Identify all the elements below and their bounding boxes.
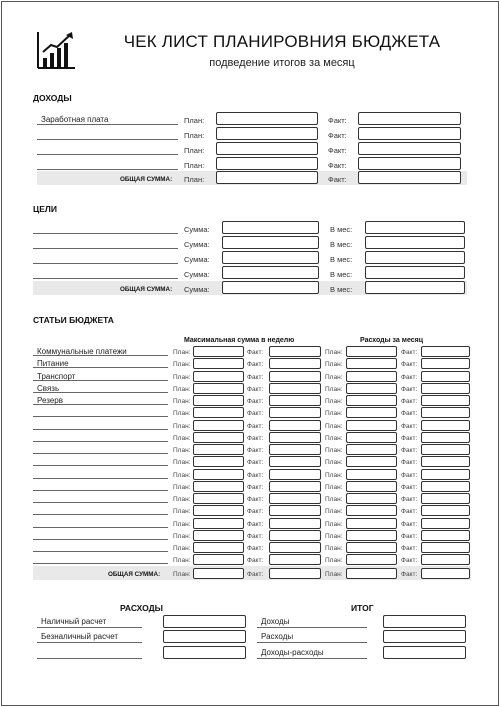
- expense-row-line: [37, 658, 142, 659]
- fact-label: Факт:: [401, 533, 418, 540]
- plan-label: План:: [173, 410, 191, 417]
- income-plan-field[interactable]: [216, 112, 318, 125]
- monthly-plan-field[interactable]: [346, 432, 397, 443]
- fact-label: Факт:: [247, 361, 264, 368]
- month-label: В мес:: [330, 255, 353, 264]
- monthly-plan-field[interactable]: [346, 493, 397, 504]
- summary-row-line: [257, 627, 367, 628]
- fact-label: Факт:: [247, 423, 264, 430]
- sum-label: Сумма:: [184, 270, 210, 279]
- fact-label: Факт:: [247, 484, 264, 491]
- plan-label: План:: [173, 447, 191, 454]
- income-section-title: ДОХОДЫ: [33, 93, 72, 103]
- weekly-fact-field[interactable]: [269, 456, 321, 467]
- weekly-fact-field[interactable]: [269, 371, 321, 382]
- income-row-line: [37, 154, 178, 155]
- weekly-plan-field[interactable]: [193, 444, 244, 455]
- plan-label: План:: [325, 571, 343, 578]
- fact-label: Факт:: [401, 496, 418, 503]
- weekly-plan-field[interactable]: [193, 395, 244, 406]
- goal-month-field[interactable]: [365, 236, 465, 249]
- income-row-line: [37, 139, 178, 140]
- weekly-max-column-header: Максимальная сумма в неделю: [184, 337, 295, 344]
- income-total-fact-field[interactable]: [358, 171, 461, 184]
- goal-sum-field[interactable]: [222, 221, 319, 234]
- fact-label: Факт:: [401, 349, 418, 356]
- fact-label: Факт:: [401, 472, 418, 479]
- page-title: ЧЕК ЛИСТ ПЛАНИРОВНИЯ БЮДЖЕТА: [123, 32, 441, 51]
- income-total-plan-field[interactable]: [216, 171, 318, 184]
- fact-label: Факт:: [247, 374, 264, 381]
- fact-label: Факт:: [247, 472, 264, 479]
- plan-label: План:: [173, 472, 191, 479]
- month-label: В мес:: [330, 285, 353, 294]
- monthly-plan-field[interactable]: [346, 469, 397, 480]
- weekly-fact-field[interactable]: [269, 420, 321, 431]
- expense-amount-field[interactable]: [163, 615, 246, 628]
- weekly-plan-field[interactable]: [193, 518, 244, 529]
- monthly-fact-field[interactable]: [421, 493, 470, 504]
- plan-label: План:: [325, 410, 343, 417]
- plan-label: План:: [325, 435, 343, 442]
- weekly-plan-field[interactable]: [193, 432, 244, 443]
- summary-amount-field[interactable]: [383, 630, 466, 643]
- fact-label: Факт:: [401, 410, 418, 417]
- fact-label: Факт:: [247, 545, 264, 552]
- summary-row-line: [257, 658, 367, 659]
- fact-label: Факт:: [401, 435, 418, 442]
- weekly-plan-field[interactable]: [193, 346, 244, 357]
- goal-sum-field[interactable]: [222, 251, 319, 264]
- budget-row-line: [33, 502, 168, 503]
- plan-label: План:: [173, 508, 191, 515]
- monthly-fact-field[interactable]: [421, 358, 470, 369]
- monthly-fact-field[interactable]: [421, 420, 470, 431]
- plan-label: План:: [325, 545, 343, 552]
- fact-label: Факт:: [401, 423, 418, 430]
- fact-label: Факт:: [247, 521, 264, 528]
- plan-label: План:: [173, 398, 191, 405]
- monthly-fact-field[interactable]: [421, 469, 470, 480]
- fact-label: Факт:: [247, 533, 264, 540]
- sum-label: Сумма:: [184, 225, 210, 234]
- goal-row-line: [33, 278, 178, 279]
- weekly-plan-field[interactable]: [193, 530, 244, 541]
- fact-label: Факт:: [328, 161, 347, 170]
- weekly-fact-field[interactable]: [269, 358, 321, 369]
- plan-label: План:: [173, 374, 191, 381]
- plan-label: План:: [173, 571, 191, 578]
- income-fact-field[interactable]: [358, 142, 461, 155]
- monthly-plan-field[interactable]: [346, 481, 397, 492]
- plan-label: План:: [325, 349, 343, 356]
- fact-label: Факт:: [247, 349, 264, 356]
- fact-label: Факт:: [401, 521, 418, 528]
- sum-label: Сумма:: [184, 240, 210, 249]
- plan-label: План:: [325, 496, 343, 503]
- fact-label: Факт:: [247, 435, 264, 442]
- plan-label: План:: [173, 557, 191, 564]
- budget-total-weekly-plan-field[interactable]: [193, 568, 244, 579]
- fact-label: Факт:: [401, 557, 418, 564]
- summary-section-title: ИТОГ: [351, 603, 374, 613]
- goals-section-title: ЦЕЛИ: [33, 204, 57, 214]
- fact-label: Факт:: [328, 146, 347, 155]
- weekly-fact-field[interactable]: [269, 542, 321, 553]
- monthly-plan-field[interactable]: [346, 420, 397, 431]
- plan-label: План:: [325, 423, 343, 430]
- plan-label: План:: [173, 435, 191, 442]
- plan-label: План:: [184, 146, 205, 155]
- goal-row-line: [33, 263, 178, 264]
- income-row-line: [37, 124, 178, 125]
- income-fact-field[interactable]: [358, 112, 461, 125]
- income-total-label: ОБЩАЯ СУММА:: [120, 176, 173, 183]
- monthly-fact-field[interactable]: [421, 481, 470, 492]
- weekly-fact-field[interactable]: [269, 383, 321, 394]
- plan-label: План:: [184, 175, 205, 184]
- fact-label: Факт:: [401, 386, 418, 393]
- budget-total-weekly-fact-field[interactable]: [269, 568, 321, 579]
- monthly-expenses-column-header: Расходы за месяц: [360, 337, 424, 344]
- weekly-fact-field[interactable]: [269, 469, 321, 480]
- monthly-fact-field[interactable]: [421, 371, 470, 382]
- monthly-plan-field[interactable]: [346, 371, 397, 382]
- fact-label: Факт:: [247, 508, 264, 515]
- monthly-fact-field[interactable]: [421, 554, 470, 565]
- expenses-section-title: РАСХОДЫ: [120, 603, 163, 613]
- budget-row-line: [33, 441, 168, 442]
- fact-label: Факт:: [401, 508, 418, 515]
- fact-label: Факт:: [328, 131, 347, 140]
- plan-label: План:: [325, 447, 343, 454]
- budget-total-label: ОБЩАЯ СУММА:: [108, 571, 161, 578]
- weekly-plan-field[interactable]: [193, 371, 244, 382]
- goal-row-line: [33, 248, 178, 249]
- plan-label: План:: [173, 423, 191, 430]
- budget-checklist-page: [1, 1, 499, 706]
- fact-label: Факт:: [247, 459, 264, 466]
- summary-row-label: Расходы: [261, 632, 294, 641]
- plan-label: План:: [325, 521, 343, 528]
- weekly-fact-field[interactable]: [269, 481, 321, 492]
- weekly-plan-field[interactable]: [193, 505, 244, 516]
- income-fact-field[interactable]: [358, 127, 461, 140]
- fact-label: Факт:: [247, 447, 264, 454]
- monthly-plan-field[interactable]: [346, 518, 397, 529]
- monthly-plan-field[interactable]: [346, 395, 397, 406]
- fact-label: Факт:: [401, 459, 418, 466]
- income-row-line: [37, 169, 178, 170]
- goal-month-field[interactable]: [365, 266, 465, 279]
- weekly-fact-field[interactable]: [269, 395, 321, 406]
- page-subtitle: подведение итогов за месяц: [209, 57, 355, 69]
- budget-items-section-title: СТАТЬИ БЮДЖЕТА: [33, 315, 114, 325]
- growth-chart-icon: [36, 30, 76, 70]
- fact-label: Факт:: [328, 175, 347, 184]
- plan-label: План:: [325, 386, 343, 393]
- budget-row-label: Питание: [37, 359, 69, 368]
- budget-total-monthly-plan-field[interactable]: [346, 568, 397, 579]
- plan-label: План:: [325, 484, 343, 491]
- fact-label: Факт:: [328, 116, 347, 125]
- plan-label: План:: [325, 374, 343, 381]
- fact-label: Факт:: [247, 557, 264, 564]
- fact-label: Факт:: [401, 484, 418, 491]
- fact-label: Факт:: [247, 571, 264, 578]
- fact-label: Факт:: [401, 545, 418, 552]
- monthly-fact-field[interactable]: [421, 542, 470, 553]
- weekly-fact-field[interactable]: [269, 518, 321, 529]
- budget-row-line: [33, 453, 168, 454]
- monthly-fact-field[interactable]: [421, 444, 470, 455]
- budget-row-line: [33, 539, 168, 540]
- plan-label: План:: [173, 484, 191, 491]
- weekly-plan-field[interactable]: [193, 542, 244, 553]
- fact-label: Факт:: [247, 386, 264, 393]
- plan-label: План:: [173, 386, 191, 393]
- weekly-fact-field[interactable]: [269, 493, 321, 504]
- plan-label: План:: [325, 508, 343, 515]
- weekly-fact-field[interactable]: [269, 432, 321, 443]
- budget-row-line: [33, 551, 168, 552]
- budget-row-line: [33, 527, 168, 528]
- weekly-plan-field[interactable]: [193, 456, 244, 467]
- monthly-plan-field[interactable]: [346, 346, 397, 357]
- expense-row-line: [37, 627, 142, 628]
- expense-row-line: [37, 642, 142, 643]
- weekly-fact-field[interactable]: [269, 407, 321, 418]
- monthly-plan-field[interactable]: [346, 358, 397, 369]
- plan-label: План:: [325, 557, 343, 564]
- expense-row-label: Наличный расчет: [41, 617, 107, 626]
- budget-row-label: Резерв: [37, 396, 63, 405]
- goals-total-label: ОБЩАЯ СУММА:: [120, 286, 173, 293]
- goals-total-month-field[interactable]: [365, 281, 465, 294]
- income-plan-field[interactable]: [216, 127, 318, 140]
- monthly-fact-field[interactable]: [421, 456, 470, 467]
- weekly-fact-field[interactable]: [269, 554, 321, 565]
- summary-row-label: Доходы: [261, 617, 290, 626]
- weekly-fact-field[interactable]: [269, 444, 321, 455]
- monthly-fact-field[interactable]: [421, 395, 470, 406]
- summary-amount-field[interactable]: [383, 615, 466, 628]
- summary-row-line: [257, 642, 367, 643]
- fact-label: Факт:: [247, 410, 264, 417]
- income-plan-field[interactable]: [216, 142, 318, 155]
- weekly-plan-field[interactable]: [193, 554, 244, 565]
- monthly-plan-field[interactable]: [346, 407, 397, 418]
- monthly-fact-field[interactable]: [421, 530, 470, 541]
- sum-label: Сумма:: [184, 285, 210, 294]
- weekly-fact-field[interactable]: [269, 530, 321, 541]
- goal-sum-field[interactable]: [222, 236, 319, 249]
- monthly-plan-field[interactable]: [346, 444, 397, 455]
- month-label: В мес:: [330, 225, 353, 234]
- goal-month-field[interactable]: [365, 251, 465, 264]
- income-plan-field[interactable]: [216, 157, 318, 170]
- weekly-plan-field[interactable]: [193, 493, 244, 504]
- budget-row-line: [33, 563, 168, 564]
- budget-row-label: Транспорт: [37, 372, 76, 381]
- plan-label: План:: [325, 459, 343, 466]
- monthly-plan-field[interactable]: [346, 554, 397, 565]
- plan-label: План:: [173, 349, 191, 356]
- fact-label: Факт:: [401, 374, 418, 381]
- plan-label: План:: [184, 131, 205, 140]
- plan-label: План:: [173, 496, 191, 503]
- monthly-fact-field[interactable]: [421, 383, 470, 394]
- fact-label: Факт:: [401, 361, 418, 368]
- budget-row-line: [33, 416, 168, 417]
- plan-label: План:: [325, 398, 343, 405]
- plan-label: План:: [173, 521, 191, 528]
- budget-row-label: Коммунальные платежи: [37, 347, 127, 356]
- weekly-fact-field[interactable]: [269, 505, 321, 516]
- monthly-fact-field[interactable]: [421, 346, 470, 357]
- monthly-fact-field[interactable]: [421, 518, 470, 529]
- plan-label: План:: [184, 116, 205, 125]
- plan-label: План:: [173, 545, 191, 552]
- goal-month-field[interactable]: [365, 221, 465, 234]
- summary-row-label: Доходы-расходы: [261, 648, 324, 657]
- weekly-plan-field[interactable]: [193, 420, 244, 431]
- weekly-plan-field[interactable]: [193, 469, 244, 480]
- weekly-plan-field[interactable]: [193, 383, 244, 394]
- sum-label: Сумма:: [184, 255, 210, 264]
- plan-label: План:: [325, 361, 343, 368]
- goal-row-line: [33, 233, 178, 234]
- plan-label: План:: [325, 472, 343, 479]
- plan-label: План:: [325, 533, 343, 540]
- plan-label: План:: [184, 161, 205, 170]
- budget-row-line: [33, 514, 168, 515]
- monthly-plan-field[interactable]: [346, 383, 397, 394]
- income-row-label: Заработная плата: [41, 115, 109, 124]
- monthly-plan-field[interactable]: [346, 456, 397, 467]
- fact-label: Факт:: [247, 496, 264, 503]
- monthly-fact-field[interactable]: [421, 407, 470, 418]
- fact-label: Факт:: [247, 398, 264, 405]
- budget-total-monthly-fact-field[interactable]: [421, 568, 470, 579]
- month-label: В мес:: [330, 240, 353, 249]
- expense-amount-field[interactable]: [163, 630, 246, 643]
- expense-row-label: Безналичный расчет: [41, 632, 119, 641]
- weekly-plan-field[interactable]: [193, 407, 244, 418]
- budget-row-line: [33, 478, 168, 479]
- expense-amount-field[interactable]: [163, 646, 246, 659]
- budget-row-line: [33, 429, 168, 430]
- income-fact-field[interactable]: [358, 157, 461, 170]
- goals-total-sum-field[interactable]: [222, 281, 319, 294]
- monthly-fact-field[interactable]: [421, 432, 470, 443]
- plan-label: План:: [173, 533, 191, 540]
- plan-label: План:: [173, 459, 191, 466]
- monthly-plan-field[interactable]: [346, 530, 397, 541]
- fact-label: Факт:: [401, 447, 418, 454]
- budget-row-line: [33, 490, 168, 491]
- budget-row-line: [33, 465, 168, 466]
- fact-label: Факт:: [401, 398, 418, 405]
- goal-sum-field[interactable]: [222, 266, 319, 279]
- weekly-plan-field[interactable]: [193, 358, 244, 369]
- month-label: В мес:: [330, 270, 353, 279]
- weekly-plan-field[interactable]: [193, 481, 244, 492]
- budget-row-label: Связь: [37, 384, 60, 393]
- plan-label: План:: [173, 361, 191, 368]
- monthly-plan-field[interactable]: [346, 542, 397, 553]
- summary-amount-field[interactable]: [383, 646, 466, 659]
- monthly-fact-field[interactable]: [421, 505, 470, 516]
- monthly-plan-field[interactable]: [346, 505, 397, 516]
- fact-label: Факт:: [401, 571, 418, 578]
- weekly-fact-field[interactable]: [269, 346, 321, 357]
